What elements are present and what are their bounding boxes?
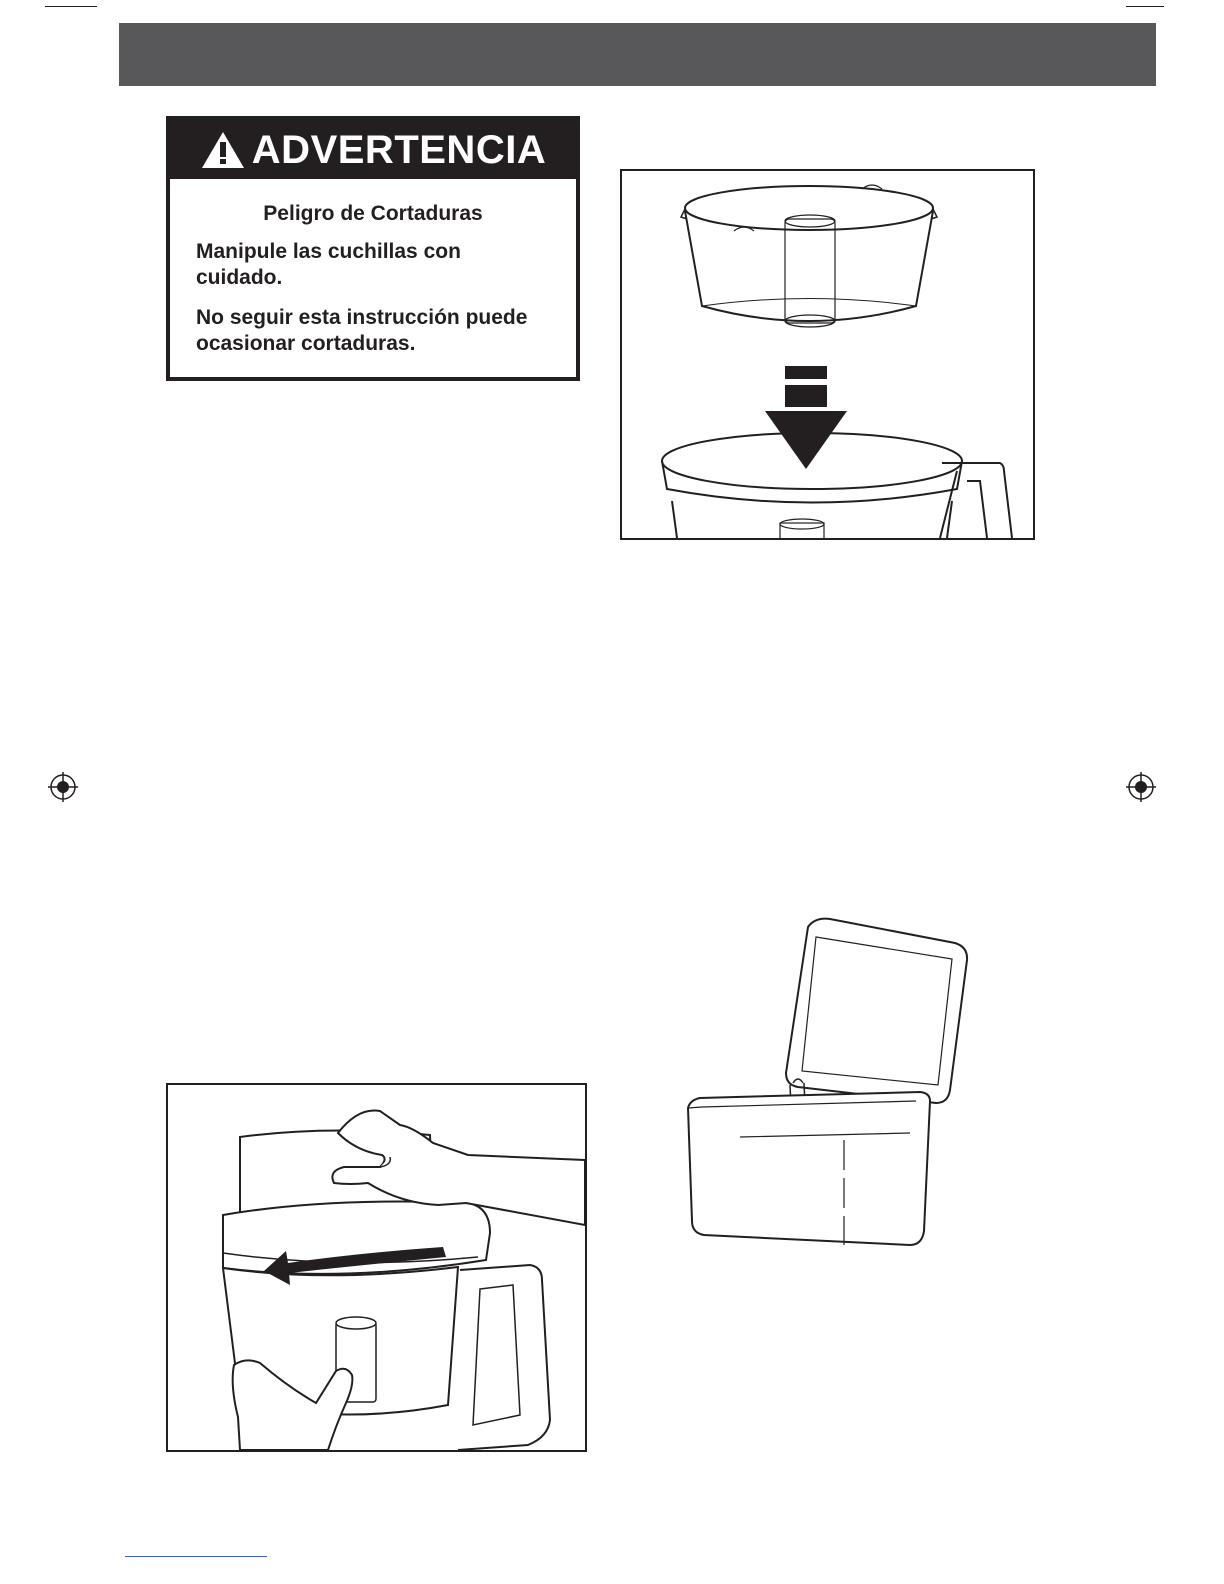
registration-mark-icon bbox=[1126, 772, 1156, 802]
warning-header bbox=[170, 120, 576, 179]
warning-line-1: Manipule las cuchillas con cuidado. bbox=[196, 240, 461, 289]
figure-lock-bowl bbox=[166, 1083, 587, 1452]
bowl-placement-illustration bbox=[622, 171, 1033, 538]
storage-case-illustration bbox=[680, 915, 980, 1265]
warning-box bbox=[166, 116, 580, 381]
warning-line-2: No seguir esta instrucción puede ocasionar cortaduras. bbox=[196, 306, 528, 355]
warning-title: ADVERTENCIA bbox=[251, 127, 547, 172]
crop-mark-top-right bbox=[1126, 6, 1164, 7]
figure-storage-case bbox=[680, 915, 980, 1265]
warning-triangle-icon bbox=[200, 130, 246, 170]
bottom-rule bbox=[125, 1556, 267, 1557]
lock-bowl-illustration bbox=[168, 1085, 585, 1450]
registration-mark-icon bbox=[48, 772, 78, 802]
figure-bowl-placement bbox=[620, 169, 1035, 540]
warning-subtitle: Peligro de Cortaduras bbox=[263, 202, 483, 225]
crop-mark-top-left bbox=[45, 6, 97, 7]
header-bar bbox=[119, 23, 1156, 86]
